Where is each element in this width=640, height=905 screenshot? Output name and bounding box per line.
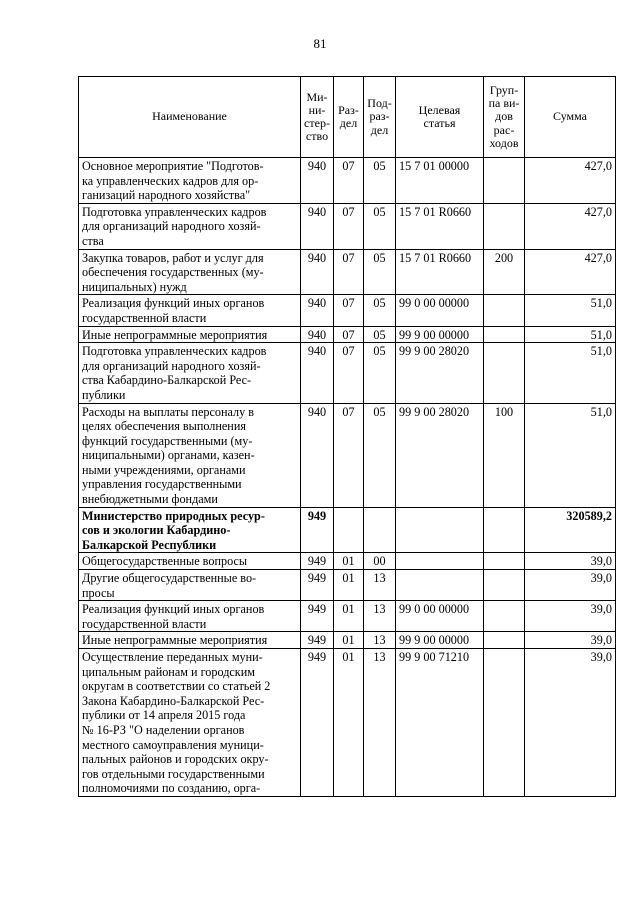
cell-ministry: 940 bbox=[301, 326, 334, 343]
cell-expense-group bbox=[484, 649, 525, 797]
cell-section: 07 bbox=[334, 326, 364, 343]
table-header-row bbox=[79, 77, 616, 158]
cell-section bbox=[334, 507, 364, 553]
cell-name: Подготовка управленческих кадров для организаций народного хозяй- ства Кабардино-Балкарской Рес- публики bbox=[79, 343, 301, 403]
cell-expense-group bbox=[484, 632, 525, 649]
cell-subsection: 13 bbox=[364, 649, 396, 797]
cell-name: Основное мероприятие "Подготов- ка управленческих кадров для ор- ганизаций народного хозяйства" bbox=[79, 158, 301, 204]
table-row bbox=[79, 326, 616, 343]
cell-amount: 39,0 bbox=[525, 649, 616, 797]
cell-subsection: 05 bbox=[364, 343, 396, 403]
cell-subsection: 05 bbox=[364, 403, 396, 507]
cell-ministry: 949 bbox=[301, 570, 334, 601]
table-row bbox=[79, 203, 616, 249]
cell-section: 07 bbox=[334, 158, 364, 204]
header-amount: Сумма bbox=[525, 77, 616, 158]
cell-name: Осуществление переданных муни- ципальным районам и городским округам в соответствии со статьей 2 Закона Кабардино-Балкарской Рес- публики от 14 апреля 2015 года № 16-РЗ "О наделении органов местного самоуправления муници- пальных районов и городских окру- гов отдельными государственными полномочиями по созданию, орга- bbox=[79, 649, 301, 797]
cell-amount: 39,0 bbox=[525, 570, 616, 601]
cell-amount: 51,0 bbox=[525, 295, 616, 326]
cell-amount: 427,0 bbox=[525, 158, 616, 204]
table-body bbox=[79, 158, 616, 797]
table-row bbox=[79, 570, 616, 601]
header-expense-group: Груп- па ви- дов рас- ходов bbox=[484, 77, 525, 158]
cell-name: Подготовка управленческих кадров для организаций народного хозяй- ства bbox=[79, 203, 301, 249]
table-row bbox=[79, 295, 616, 326]
header-subsection: Под- раз- дел bbox=[364, 77, 396, 158]
cell-target-article: 99 0 00 00000 bbox=[396, 295, 484, 326]
cell-target-article: 99 9 00 00000 bbox=[396, 326, 484, 343]
cell-subsection: 13 bbox=[364, 632, 396, 649]
cell-ministry: 940 bbox=[301, 295, 334, 326]
cell-ministry: 940 bbox=[301, 203, 334, 249]
cell-ministry: 949 bbox=[301, 649, 334, 797]
cell-target-article: 99 9 00 00000 bbox=[396, 632, 484, 649]
table-row bbox=[79, 158, 616, 204]
header-name: Наименование bbox=[79, 77, 301, 158]
cell-section: 07 bbox=[334, 203, 364, 249]
cell-ministry: 949 bbox=[301, 601, 334, 632]
cell-expense-group: 100 bbox=[484, 403, 525, 507]
cell-section: 07 bbox=[334, 343, 364, 403]
cell-name: Иные непрограммные мероприятия bbox=[79, 326, 301, 343]
cell-subsection bbox=[364, 507, 396, 553]
cell-amount: 51,0 bbox=[525, 343, 616, 403]
cell-section: 07 bbox=[334, 295, 364, 326]
cell-section: 01 bbox=[334, 632, 364, 649]
cell-expense-group bbox=[484, 203, 525, 249]
cell-target-article: 99 9 00 28020 bbox=[396, 403, 484, 507]
cell-ministry: 949 bbox=[301, 632, 334, 649]
cell-section: 01 bbox=[334, 570, 364, 601]
cell-expense-group bbox=[484, 343, 525, 403]
budget-table bbox=[78, 76, 616, 797]
cell-amount: 51,0 bbox=[525, 403, 616, 507]
page-number: 81 bbox=[313, 36, 327, 51]
cell-name: Реализация функций иных органов государственной власти bbox=[79, 601, 301, 632]
cell-section: 01 bbox=[334, 649, 364, 797]
cell-target-article bbox=[396, 570, 484, 601]
cell-target-article: 99 0 00 00000 bbox=[396, 601, 484, 632]
table-row bbox=[79, 649, 616, 797]
cell-target-article bbox=[396, 507, 484, 553]
cell-amount: 39,0 bbox=[525, 601, 616, 632]
cell-amount: 51,0 bbox=[525, 326, 616, 343]
cell-name: Расходы на выплаты персоналу в целях обеспечения выполнения функций государственными (му- ниципальными) органами, казен- ными учреждениями, органами управления государственными внебюджетными фондами bbox=[79, 403, 301, 507]
table-row bbox=[79, 601, 616, 632]
cell-expense-group bbox=[484, 158, 525, 204]
cell-amount: 427,0 bbox=[525, 249, 616, 295]
cell-target-article: 15 7 01 R0660 bbox=[396, 249, 484, 295]
cell-ministry: 940 bbox=[301, 403, 334, 507]
cell-amount: 39,0 bbox=[525, 553, 616, 570]
cell-target-article bbox=[396, 553, 484, 570]
cell-target-article: 15 7 01 R0660 bbox=[396, 203, 484, 249]
cell-name: Иные непрограммные мероприятия bbox=[79, 632, 301, 649]
cell-expense-group bbox=[484, 295, 525, 326]
cell-subsection: 13 bbox=[364, 570, 396, 601]
cell-amount: 427,0 bbox=[525, 203, 616, 249]
cell-subsection: 05 bbox=[364, 326, 396, 343]
cell-ministry: 940 bbox=[301, 249, 334, 295]
cell-ministry: 949 bbox=[301, 507, 334, 553]
cell-ministry: 940 bbox=[301, 343, 334, 403]
cell-subsection: 00 bbox=[364, 553, 396, 570]
cell-expense-group bbox=[484, 601, 525, 632]
table-row bbox=[79, 553, 616, 570]
table-row bbox=[79, 632, 616, 649]
header-ministry: Ми- ни- стер- ство bbox=[301, 77, 334, 158]
table-row bbox=[79, 507, 616, 553]
cell-name: Другие общегосударственные во- просы bbox=[79, 570, 301, 601]
cell-name: Реализация функций иных органов государственной власти bbox=[79, 295, 301, 326]
cell-expense-group: 200 bbox=[484, 249, 525, 295]
cell-section: 01 bbox=[334, 553, 364, 570]
cell-expense-group bbox=[484, 570, 525, 601]
table-row bbox=[79, 403, 616, 507]
cell-expense-group bbox=[484, 507, 525, 553]
cell-name: Закупка товаров, работ и услуг для обеспечения государственных (му- ниципальных) нужд bbox=[79, 249, 301, 295]
header-section: Раз- дел bbox=[334, 77, 364, 158]
cell-section: 01 bbox=[334, 601, 364, 632]
table-row bbox=[79, 249, 616, 295]
cell-subsection: 05 bbox=[364, 295, 396, 326]
table-row bbox=[79, 343, 616, 403]
cell-subsection: 05 bbox=[364, 249, 396, 295]
cell-expense-group bbox=[484, 326, 525, 343]
header-target-article: Целевая статья bbox=[396, 77, 484, 158]
cell-ministry: 949 bbox=[301, 553, 334, 570]
cell-section: 07 bbox=[334, 249, 364, 295]
cell-name: Общегосударственные вопросы bbox=[79, 553, 301, 570]
cell-target-article: 15 7 01 00000 bbox=[396, 158, 484, 204]
cell-subsection: 05 bbox=[364, 203, 396, 249]
cell-subsection: 13 bbox=[364, 601, 396, 632]
cell-name: Министерство природных ресур- сов и экологии Кабардино- Балкарской Республики bbox=[79, 507, 301, 553]
cell-amount: 39,0 bbox=[525, 632, 616, 649]
cell-subsection: 05 bbox=[364, 158, 396, 204]
cell-ministry: 940 bbox=[301, 158, 334, 204]
cell-amount: 320589,2 bbox=[525, 507, 616, 553]
cell-section: 07 bbox=[334, 403, 364, 507]
cell-target-article: 99 9 00 28020 bbox=[396, 343, 484, 403]
cell-target-article: 99 9 00 71210 bbox=[396, 649, 484, 797]
cell-expense-group bbox=[484, 553, 525, 570]
